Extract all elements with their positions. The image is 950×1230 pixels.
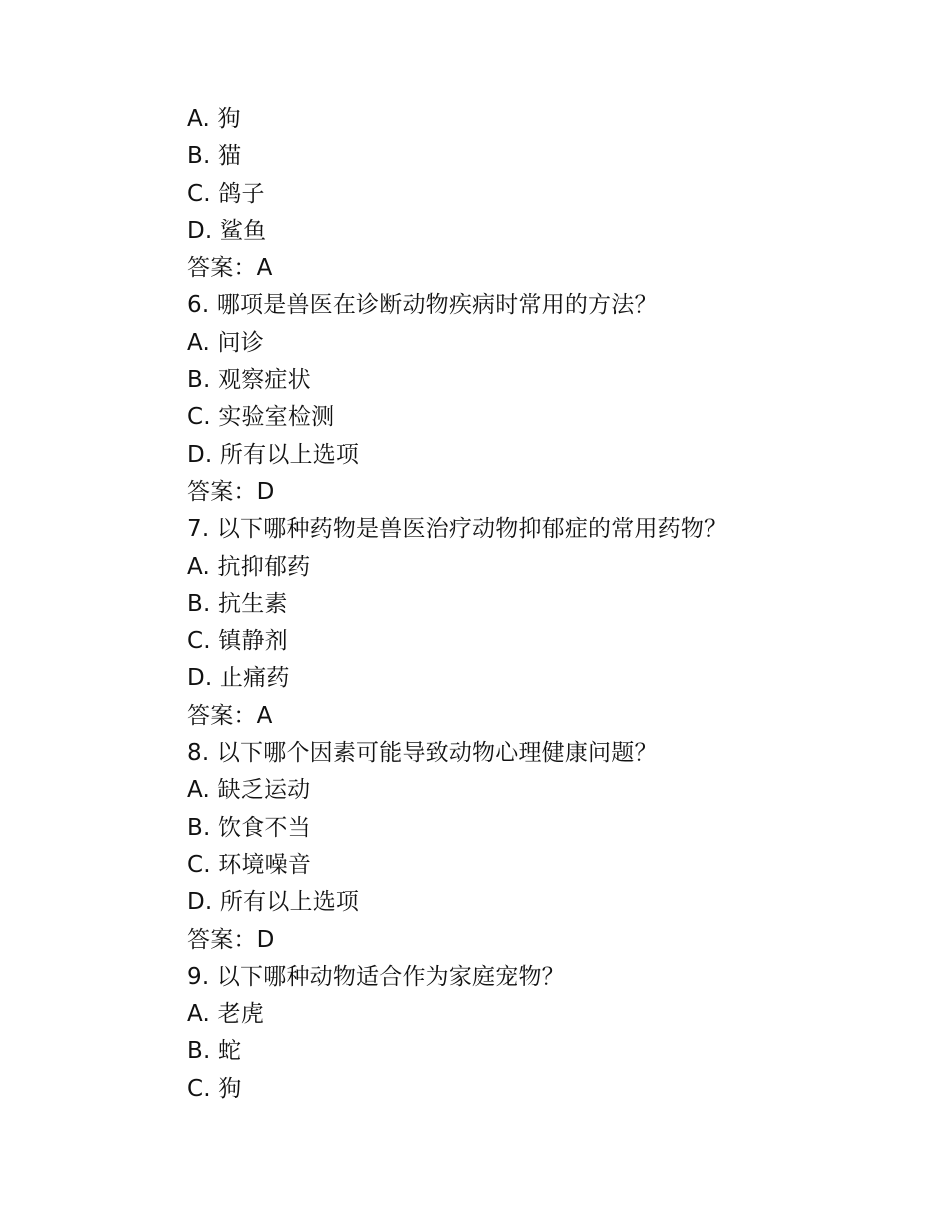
option-b: B. 蛇	[187, 1038, 242, 1065]
option-d: D. 所有以上选项	[187, 441, 360, 468]
option-a: A. 抗抑郁药	[187, 553, 311, 580]
option-c: C. 狗	[187, 1075, 242, 1102]
option-c: C. 环境噪音	[187, 851, 312, 878]
option-c: C. 实验室检测	[187, 404, 335, 431]
option-a: A. 缺乏运动	[187, 777, 311, 804]
answer-7: 答案：A	[187, 702, 273, 729]
answer-5: 答案：A	[187, 255, 273, 282]
question-8: 8. 以下哪个因素可能导致动物心理健康问题？	[187, 740, 658, 767]
option-b: B. 观察症状	[187, 367, 311, 394]
question-9: 9. 以下哪种动物适合作为家庭宠物？	[187, 963, 565, 990]
option-b: B. 抗生素	[187, 590, 288, 617]
question-6: 6. 哪项是兽医在诊断动物疾病时常用的方法？	[187, 292, 658, 319]
quiz-content	[187, 101, 887, 1108]
option-b: B. 饮食不当	[187, 814, 311, 841]
option-d: D. 所有以上选项	[187, 889, 360, 916]
option-a: A. 问诊	[187, 329, 264, 356]
option-c: C. 镇静剂	[187, 628, 288, 655]
option-d: D. 止痛药	[187, 665, 290, 692]
option-b: B. 猫	[187, 143, 242, 170]
option-a: A. 老虎	[187, 1001, 264, 1028]
option-d: D. 鲨鱼	[187, 217, 267, 244]
answer-6: 答案：D	[187, 478, 275, 505]
option-a: A. 狗	[187, 106, 241, 132]
answer-8: 答案：D	[187, 926, 275, 953]
option-c: C. 鸽子	[187, 180, 265, 207]
question-7: 7. 以下哪种药物是兽医治疗动物抑郁症的常用药物？	[187, 516, 728, 543]
